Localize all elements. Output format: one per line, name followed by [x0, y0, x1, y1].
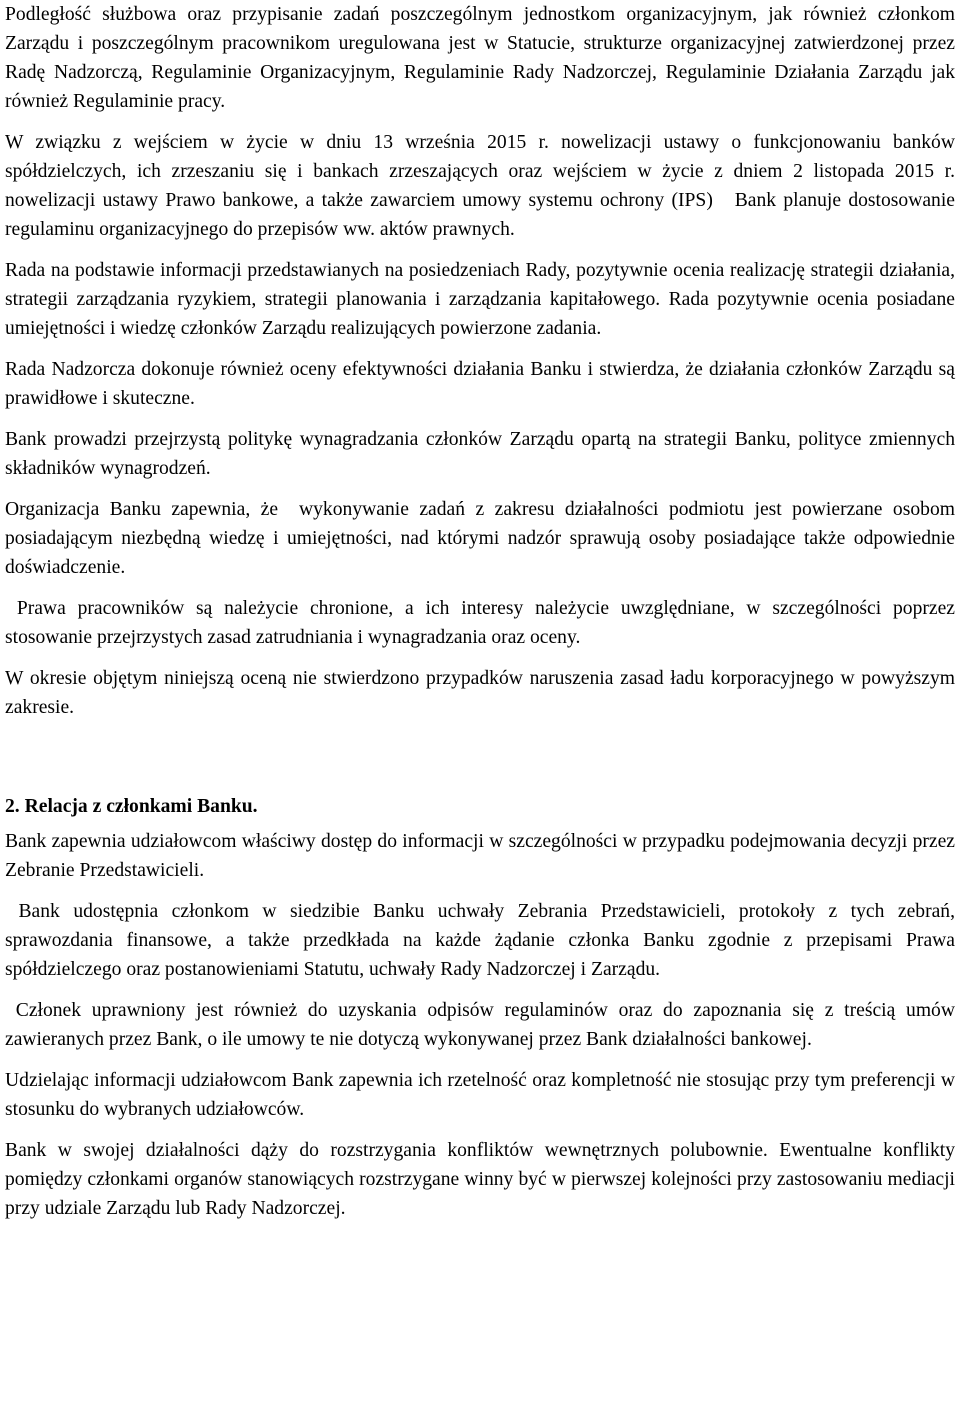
paragraph-organization: Organizacja Banku zapewnia, że wykonywanie zadań z zakresu działalności podmiotu jest powierzane osobom posiadającym niezbędną wiedzę i umiejętności, nad którymi nadzór sprawują osoby posiadające także odpowiednie doświadczenie. — [5, 499, 960, 578]
paragraph-gap — [5, 483, 955, 495]
section-title: Relacja z członkami Banku. — [24, 796, 258, 817]
paragraph-amendments: W związku z wejściem w życie w dniu 13 września 2015 r. nowelizacji ustawy o funkcjonowaniu banków spółdzielczych, ich zrzeszaniu się i bankach zrzeszających oraz wejściem w życie z dniem 2 listopada 2015 r. nowelizacji ustawy Prawo bankowe, a także zawarciem umowy systemu ochrony (IPS) Bank planuje dostosowanie regulaminu organizacyjnego do przepisów ww. aktów prawnych. — [5, 132, 960, 240]
paragraph-gap — [5, 343, 955, 355]
paragraph-employee-rights: Prawa pracowników są należycie chronione, a ich interesy należycie uwzględniane, w szczególności poprzez stosowanie przejrzystych zasad zatrudniania i wynagradzania oraz oceny. — [5, 598, 960, 648]
section-heading — [5, 792, 955, 821]
paragraph-conflicts: Bank w swojej działalności dąży do rozstrzygania konfliktów wewnętrznych polubownie. Ewentualne konflikty pomiędzy członkami organów stanowiących rozstrzygane winny być w pierwszej kolejności przy zastosowaniu mediacji przy udziale Zarządu lub Rady Nadzorczej. — [5, 1140, 955, 1219]
paragraph-no-violations: W okresie objętym niniejszą oceną nie stwierdzono przypadków naruszenia zasad ładu korporacyjnego w powyższym zakresie. — [5, 668, 955, 718]
section-number: 2. — [5, 796, 20, 817]
paragraph-remuneration: Bank prowadzi przejrzystą politykę wynagradzania członków Zarządu opartą na strategii Banku, polityce zmiennych składników wynagrodzeń. — [5, 429, 955, 479]
paragraph-gap — [5, 885, 955, 897]
paragraph-efficiency: Rada Nadzorcza dokonuje również oceny efektywności działania Banku i stwierdza, że działania członków Zarządu są prawidłowe i skuteczne. — [5, 359, 955, 409]
paragraph-gap — [5, 582, 955, 594]
paragraph-resolutions: Bank udostępnia członkom w siedzibie Banku uchwały Zebrania Przedstawicieli, protokoły z tych zebrań, sprawozdania finansowe, a także przedkłada na każde żądanie członka Banku zgodnie z przepisami Prawa spółdzielczego oraz postanowieniami Statutu, uchwały Rady Nadzorczej i Zarządu. — [5, 901, 960, 980]
paragraph-gap — [5, 984, 955, 996]
paragraph-member-rights: Członek uprawniony jest również do uzyskania odpisów regulaminów oraz do zapoznania się z treścią umów zawieranych przez Bank, o ile umowy te nie dotyczą wykonywanej przez Bank działalności bankowej. — [5, 1000, 960, 1050]
paragraph-gap — [5, 116, 955, 128]
paragraph-subordination: Podległość służbowa oraz przypisanie zadań poszczególnym jednostkom organizacyjnym, jak również członkom Zarządu i poszczególnym pracownikom uregulowana jest w Statucie, strukturze organizacyjnej zatwierdzonej przez Radę Nadzorczą, Regulaminie Organizacyjnym, Regulaminie Rady Nadzorczej, Regulaminie Działania Zarządu jak również Regulaminie pracy. — [5, 4, 955, 112]
paragraph-board-assessment: Rada na podstawie informacji przedstawianych na posiedzeniach Rady, pozytywnie ocenia realizację strategii działania, strategii zarządzania ryzykiem, strategii planowania i zarządzania kapitałowego. Rada pozytywnie ocenia posiadane umiejętności i wiedzę członków Zarządu realizujących powierzone zadania. — [5, 260, 955, 339]
paragraph-gap — [5, 1054, 955, 1066]
paragraph-gap — [5, 1124, 955, 1136]
paragraph-gap — [5, 244, 955, 256]
paragraph-reliability: Udzielając informacji udziałowcom Bank zapewnia ich rzetelność oraz kompletność nie stosując przy tym preferencji w stosunku do wybranych udziałowców. — [5, 1070, 955, 1120]
paragraph-access-info: Bank zapewnia udziałowcom właściwy dostęp do informacji w szczególności w przypadku podejmowania decyzji przez Zebranie Przedstawicieli. — [5, 831, 955, 881]
section-gap — [5, 722, 955, 792]
paragraph-gap — [5, 652, 955, 664]
paragraph-gap — [5, 413, 955, 425]
